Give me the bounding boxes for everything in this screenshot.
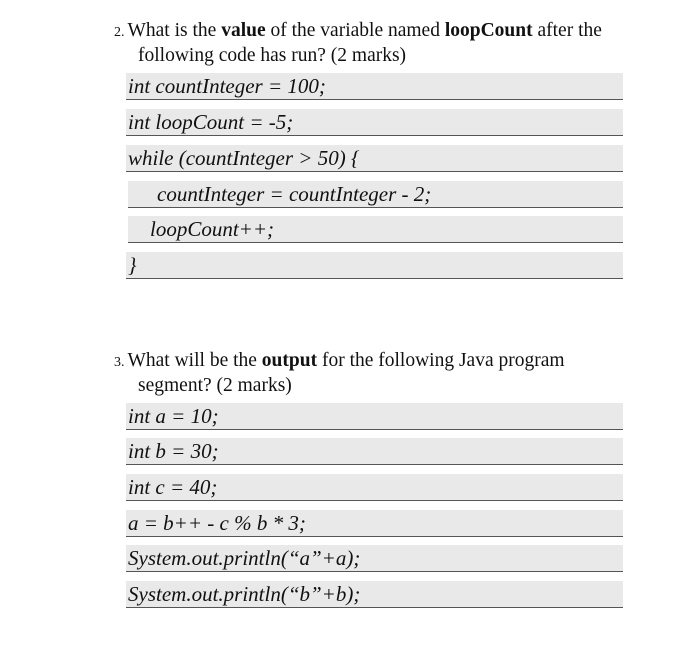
- code-row-q2-3: [126, 145, 623, 172]
- code-row-q2-1: [126, 73, 623, 100]
- code-line: a = b++ - c % b * 3;: [128, 511, 306, 535]
- code-line: int countInteger = 100;: [128, 74, 326, 98]
- question-2-text-mid: of the variable named: [265, 20, 445, 41]
- code-row-q3-5: [126, 545, 623, 572]
- code-line: while (countInteger > 50) {: [128, 146, 360, 170]
- code-line: }: [128, 253, 137, 277]
- question-3-number: 3.: [114, 355, 125, 370]
- code-row-q2-6: [126, 252, 623, 279]
- question-2-line-2: following code has run? (2 marks): [138, 45, 407, 66]
- code-row-q2-4: [128, 181, 623, 208]
- code-row-q2-2: [126, 109, 623, 136]
- question-2-text-pre: What is the: [127, 20, 222, 41]
- code-line: countInteger = countInteger - 2;: [157, 182, 432, 206]
- question-3-line-2: segment? (2 marks): [138, 375, 292, 396]
- code-row-q3-6: [126, 581, 623, 608]
- code-line: int c = 40;: [128, 475, 218, 499]
- code-row-q3-3: [126, 474, 623, 501]
- code-row-q2-5: [128, 216, 623, 243]
- code-line: int a = 10;: [128, 404, 219, 428]
- question-2-text-post: after the: [532, 20, 602, 41]
- code-row-q3-4: [126, 510, 623, 537]
- code-line: int loopCount = -5;: [128, 110, 294, 134]
- question-3-line-1: [114, 348, 565, 376]
- question-2-line-1: [114, 18, 602, 46]
- code-row-q3-2: [126, 438, 623, 465]
- question-3-text-pre: What will be the: [127, 350, 262, 371]
- code-line: loopCount++;: [150, 217, 275, 241]
- code-line: System.out.println(“b”+b);: [128, 582, 361, 606]
- code-line: int b = 30;: [128, 439, 219, 463]
- question-2-bold-value: value: [221, 20, 266, 41]
- question-2-bold-loopcount: loopCount: [444, 20, 533, 41]
- question-3-text-post: for the following Java program: [317, 350, 565, 371]
- code-line: System.out.println(“a”+a);: [128, 546, 361, 570]
- question-2-number: 2.: [114, 25, 125, 40]
- code-row-q3-1: [126, 403, 623, 430]
- question-3-bold-output: output: [261, 350, 318, 371]
